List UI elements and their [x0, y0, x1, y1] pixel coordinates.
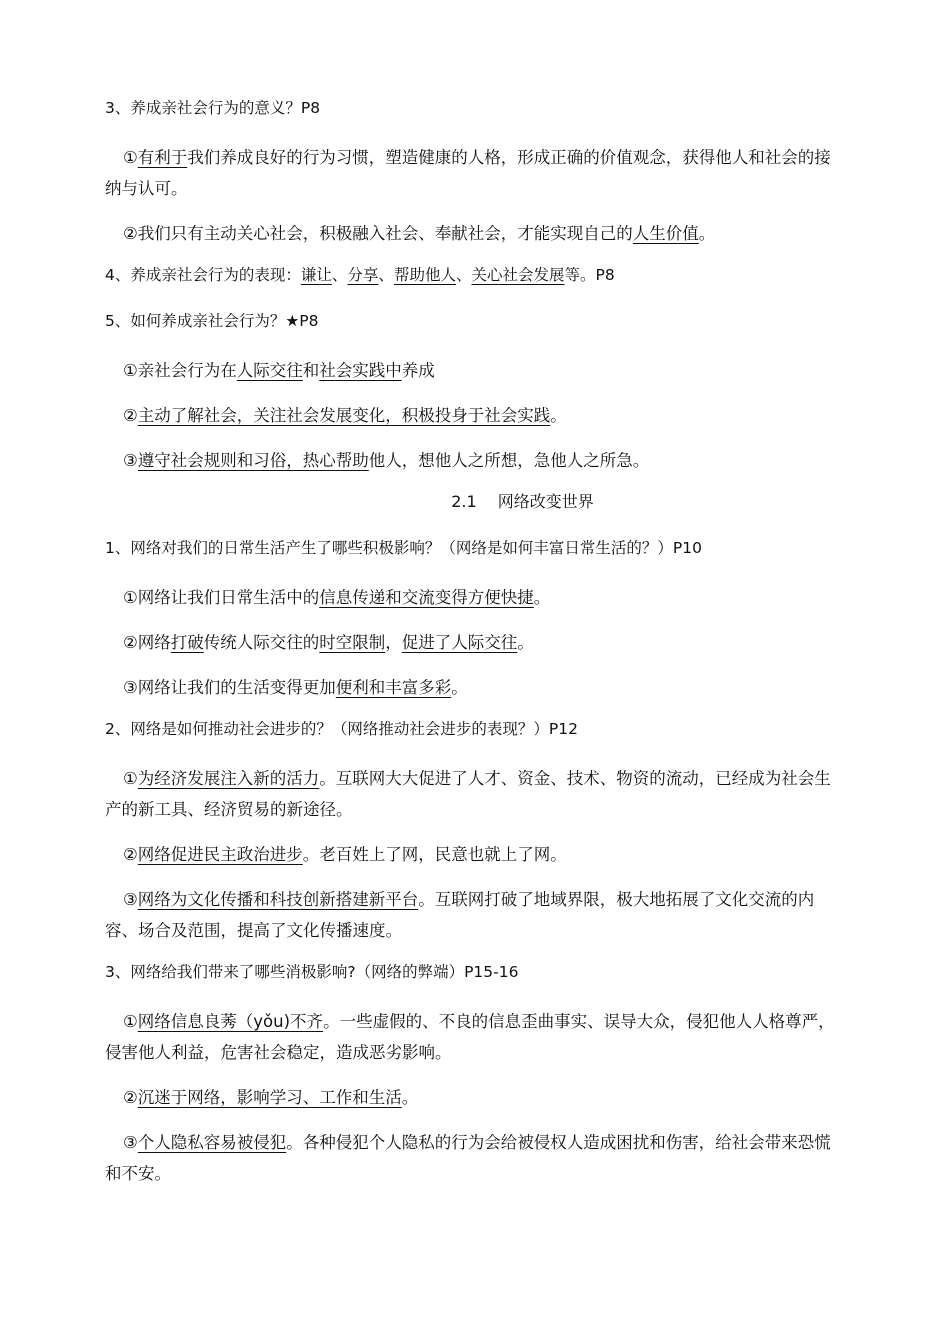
text-run: ②我们只有主动关心社会，积极融入社会、奉献社会，才能实现自己的 — [123, 224, 633, 243]
answer-item — [105, 582, 840, 613]
answer-item — [105, 672, 840, 703]
text-run: ①网络让我们日常生活中的 — [123, 588, 320, 607]
text-run: ③ — [123, 451, 138, 470]
question-network-positive-effects: 1、网络对我们的日常生活产生了哪些积极影响？（网络是如何丰富日常生活的？）P10 — [105, 539, 702, 557]
text-run: 养成 — [401, 361, 435, 380]
text-run: ②网络 — [123, 633, 171, 652]
text-run: ③ — [123, 1133, 138, 1152]
underlined-key-phrase: 网络信息良莠（yǒu)不齐 — [137, 1012, 324, 1031]
underlined-key-phrase: 为经济发展注入新的活力 — [137, 769, 320, 788]
answer-item — [105, 1082, 840, 1113]
text-run: ① — [123, 769, 138, 788]
text-run: ② — [123, 406, 138, 425]
underlined-key-phrase: 人际交往 — [236, 361, 303, 380]
text-run: 。互联网大大促进了人才、资金、技术、物资的流动，已经成为社会生产的新工具、经济贸易的新途径。 — [105, 769, 831, 819]
answer-item — [105, 1006, 840, 1068]
text-run: 等。P8 — [564, 266, 615, 284]
answer-item — [105, 142, 840, 204]
text-run: 。 — [517, 633, 534, 652]
underlined-key-phrase: 沉迷于网络，影响学习、工作和生活 — [137, 1088, 402, 1107]
text-run: 。 — [550, 406, 567, 425]
text-run: 4、养成亲社会行为的表现： — [105, 266, 301, 284]
answer-item — [105, 839, 840, 870]
text-run: 。一些虚假的、不良的信息歪曲事实、误导大众，侵犯他人人格尊严，侵害他人利益，危害社会稳定，造成恶劣影响。 — [105, 1012, 835, 1062]
text-run: 、 — [455, 266, 472, 284]
question-meaning-prosocial: 3、养成亲社会行为的意义？P8 — [105, 99, 321, 117]
text-run: ② — [123, 845, 138, 864]
question-prosocial-manifestations — [105, 263, 840, 287]
underlined-key-phrase: 个人隐私容易被侵犯 — [137, 1133, 287, 1152]
text-run: 、 — [378, 266, 394, 284]
answer-item — [105, 355, 840, 386]
text-run: 。 — [401, 1088, 419, 1107]
underlined-key-phrase: 网络为文化传播和科技创新搭建新平台 — [137, 890, 419, 909]
answer-item — [105, 445, 840, 476]
answer-item — [105, 763, 840, 825]
text-run: 。 — [698, 224, 716, 243]
text-run: 我们养成良好的行为习惯，塑造健康的人格，形成正确的价值观念，获得他人和社会的接纳与认可。 — [105, 148, 831, 198]
underlined-key-phrase: 信息传递和交流变得方便快捷 — [319, 588, 534, 607]
text-run: 。各种侵犯个人隐私的行为会给被侵权人造成困扰和伤害，给社会带来恐慌和不安。 — [105, 1133, 831, 1183]
text-run: 。互联网打破了地域界限，极大地拓展了文化交流的内容、场合及范围，提高了文化传播速度。 — [105, 890, 815, 940]
text-run: 。 — [451, 678, 468, 697]
underlined-key-phrase: 谦让 — [300, 266, 332, 284]
answer-item — [105, 1127, 840, 1189]
question-how-develop-prosocial: 5、如何养成亲社会行为？★P8 — [105, 312, 319, 330]
section-heading: 2.1 网络改变世界 — [451, 492, 594, 511]
question-network-social-progress: 2、网络是如何推动社会进步的？（网络推动社会进步的表现？）P12 — [105, 720, 578, 738]
text-run: ② — [123, 1088, 138, 1107]
underlined-key-phrase: 便利和丰富多彩 — [335, 678, 452, 697]
text-run: ① — [123, 148, 138, 167]
underlined-key-phrase: 社会实践中 — [319, 361, 402, 380]
answer-item — [105, 884, 840, 946]
underlined-key-phrase: 打破 — [170, 633, 204, 652]
text-run: 传统人际交往的 — [203, 633, 320, 652]
underlined-key-phrase: 分享 — [347, 266, 379, 284]
underlined-key-phrase: 帮助他人 — [393, 266, 456, 284]
underlined-key-phrase: 促进了人际交往 — [401, 633, 518, 652]
underlined-key-phrase: 网络促进民主政治进步 — [137, 845, 303, 864]
underlined-key-phrase: 人生价值 — [632, 224, 699, 243]
text-run: ①亲社会行为在 — [123, 361, 237, 380]
underlined-key-phrase: 有利于 — [137, 148, 188, 167]
answer-item — [105, 218, 840, 249]
text-run: 和 — [302, 361, 320, 380]
underlined-key-phrase: 遵守社会规则和习俗，热心帮助 — [137, 451, 369, 470]
text-run: 。 — [533, 588, 551, 607]
text-run: 他人，想他人之所想，急他人之所急。 — [368, 451, 650, 470]
underlined-key-phrase: 时空限制 — [319, 633, 386, 652]
text-run: ③网络让我们的生活变得更加 — [123, 678, 336, 697]
answer-item — [105, 400, 840, 431]
underlined-key-phrase: 主动了解社会，关注社会发展变化，积极投身于社会实践 — [137, 406, 551, 425]
answer-item — [105, 627, 840, 658]
text-run: ① — [123, 1012, 138, 1031]
question-network-negative-effects: 3、网络给我们带来了哪些消极影响?（网络的弊端）P15-16 — [105, 963, 519, 981]
underlined-key-phrase: 关心社会发展 — [471, 266, 565, 284]
text-run: ③ — [123, 890, 138, 909]
text-run: 、 — [331, 266, 348, 284]
text-run: 。老百姓上了网，民意也就上了网。 — [302, 845, 567, 864]
text-run: ， — [385, 633, 402, 652]
